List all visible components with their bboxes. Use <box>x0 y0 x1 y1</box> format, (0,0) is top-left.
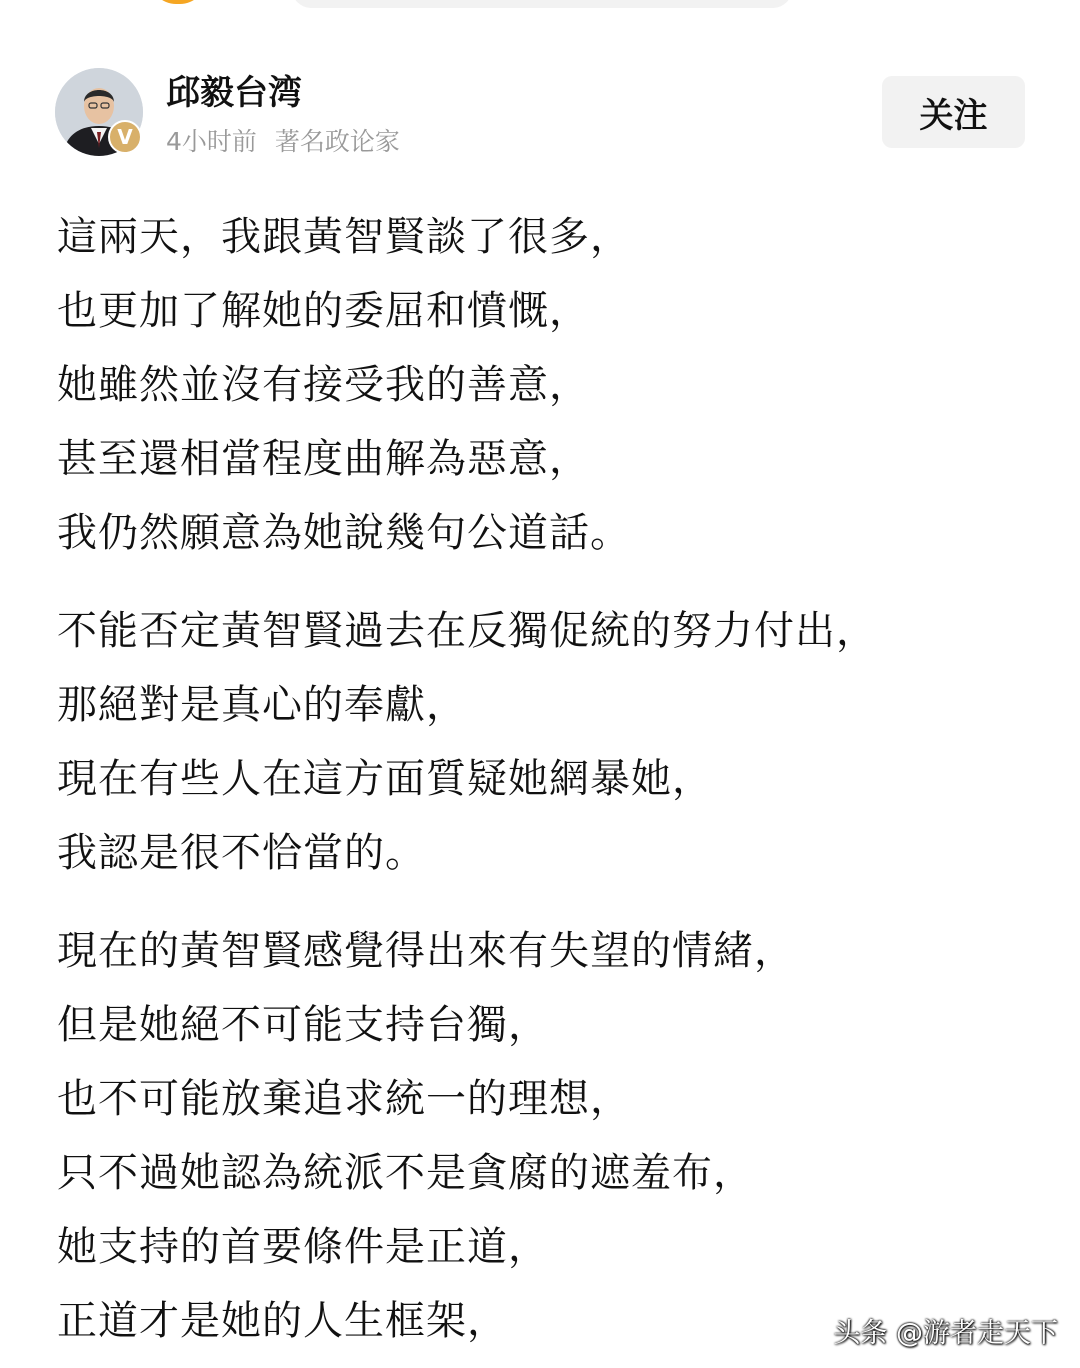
text-line: 也更加了解她的委屈和憤慨， <box>57 288 590 334</box>
text-line: 也不可能放棄追求統一的理想， <box>57 1076 631 1122</box>
text-line: 我認是很不恰當的。 <box>57 830 426 876</box>
paragraph <box>57 914 1047 1358</box>
post-meta <box>166 124 400 160</box>
post-content <box>57 200 1047 1368</box>
follow-button[interactable]: 关注 <box>882 76 1025 148</box>
watermark: 头条 @游者走天下 <box>833 1318 1058 1349</box>
text-line: 正道才是她的人生框架， <box>57 1298 508 1344</box>
text-line: 現在的黃智賢感覺得出來有失望的情緒， <box>57 928 795 974</box>
author-name[interactable]: 邱毅台湾 <box>166 73 302 113</box>
paragraph <box>57 594 1047 890</box>
text-line: 她雖然並沒有接受我的善意， <box>57 362 590 408</box>
text-line: 但是她絕不可能支持台獨， <box>57 1002 549 1048</box>
post-time: 4小时前 <box>166 127 257 156</box>
text-line: 那絕對是真心的奉獻， <box>57 682 467 728</box>
top-search-bar[interactable] <box>292 0 792 8</box>
text-line: 她支持的首要條件是正道， <box>57 1224 549 1270</box>
text-line: 這兩天，我跟黃智賢談了很多， <box>57 214 631 260</box>
text-line: 不能否定黃智賢過去在反獨促統的努力付出， <box>57 608 877 654</box>
author-title: 著名政论家 <box>274 127 400 156</box>
paragraph <box>57 200 1047 570</box>
verified-badge-icon: V <box>108 120 142 154</box>
text-line: 我仍然願意為她說幾句公道話。 <box>57 510 631 556</box>
top-bar-orange-icon[interactable] <box>150 0 206 4</box>
text-line: 只不過她認為統派不是貪腐的遮羞布， <box>57 1150 754 1196</box>
text-line: 現在有些人在這方面質疑她網暴她， <box>57 756 713 802</box>
text-line: 甚至還相當程度曲解為惡意， <box>57 436 590 482</box>
